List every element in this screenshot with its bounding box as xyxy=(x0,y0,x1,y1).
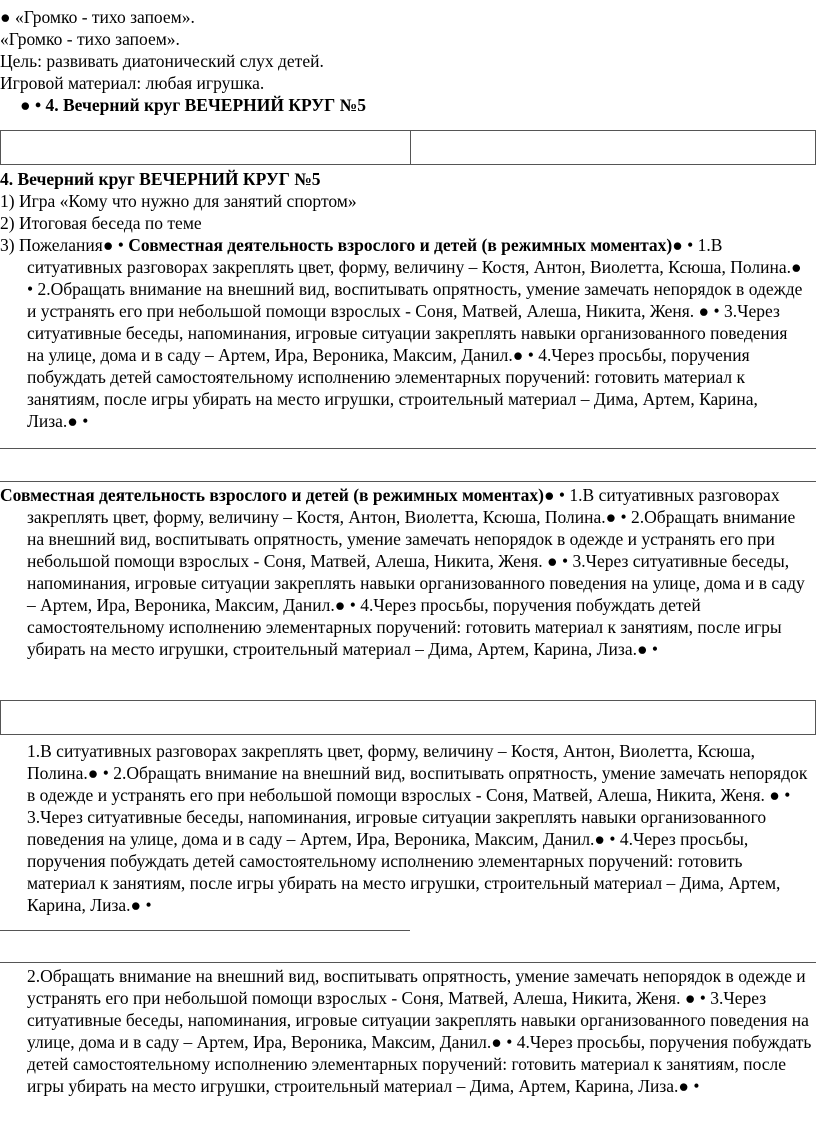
section1-item-2: 2) Итоговая беседа по теме xyxy=(0,213,202,233)
material-text: Игровой материал: любая игрушка. xyxy=(0,73,265,93)
section1-item-3-rest: ● • 1.В ситуативных разговорах закреплять цвет, форму, величину – Костя, Антон, Виолетта, Ксюша, Полина.● • 2.Обращать внимание на внешний вид, воспитывать опрятность, умение замечать непорядок в одежде и устранять его при небольшой помощи взрослых - Соня, Матвей, Алеша, Никита, Женя. ● • 3.Через ситуативные беседы, напоминания, игровые ситуации закреплять навыки организованного поведения на улице, дома и в саду – Артем, Ира, Вероника, Максим, Данил.● • 4.Через просьбы, поручения побуждать детей самостоятельному исполнению элементарных поручений: готовить материал к занятиям, после игры убирать на место игрушки, строительный материал – Дима, Артем, Карина, Лиза.● • xyxy=(27,235,803,431)
bullet-title: ● «Громко - тихо запоем». xyxy=(0,7,195,27)
empty-box-row xyxy=(0,700,816,735)
section1-item-3-bold: Совместная деятельность взрослого и детей (в режимных моментах) xyxy=(128,235,673,255)
divider-1 xyxy=(0,448,816,449)
empty-table-row xyxy=(0,130,816,165)
section1-heading: 4. Вечерний круг ВЕЧЕРНИЙ КРУГ №5 xyxy=(0,169,321,189)
game-title: «Громко - тихо запоем». xyxy=(0,29,180,49)
section4-paragraph: 2.Обращать внимание на внешний вид, воспитывать опрятность, умение замечать непорядок в одежде и устранять его при небольшой помощи взрослых - Соня, Матвей, Алеша, Никита, Женя. ● • 3.Через ситуативные беседы, напоминания, игровые ситуации закреплять навыки организованного поведения на улице, дома и в саду – Артем, Ира, Вероника, Максим, Данил.● • 4.Через просьбы, поручения побуждать детей самостоятельному исполнению элементарных поручений: готовить материал к занятиям, после игры убирать на место игрушки, строительный материал – Дима, Артем, Карина, Лиза.● • xyxy=(27,966,812,1096)
evening-circle-bullet: ● • 4. Вечерний круг ВЕЧЕРНИЙ КРУГ №5 xyxy=(20,95,366,115)
section1-item-1: 1) Игра «Кому что нужно для занятий спортом» xyxy=(0,191,357,211)
section1-item-3-prefix: 3) Пожелания● • xyxy=(0,235,129,255)
table-divider xyxy=(410,130,411,165)
section2-bold: Совместная деятельность взрослого и детей (в режимных моментах) xyxy=(0,485,544,505)
section1-item-3 xyxy=(0,234,807,432)
divider-4 xyxy=(0,962,816,963)
divider-3 xyxy=(0,930,410,931)
section2-paragraph xyxy=(0,484,807,660)
divider-2 xyxy=(0,481,816,482)
goal-text: Цель: развивать диатонический слух детей. xyxy=(0,51,324,71)
section2-rest: ● • 1.В ситуативных разговорах закреплять цвет, форму, величину – Костя, Антон, Виолетта, Ксюша, Полина.● • 2.Обращать внимание на внешний вид, воспитывать опрятность, умение замечать непорядок в одежде и устранять его при небольшой помощи взрослых - Соня, Матвей, Алеша, Никита, Женя. ● • 3.Через ситуативные беседы, напоминания, игровые ситуации закреплять навыки организованного поведения на улице, дома и в саду – Артем, Ира, Вероника, Максим, Данил.● • 4.Через просьбы, поручения побуждать детей самостоятельному исполнению элементарных поручений: готовить материал к занятиям, после игры убирать на место игрушки, строительный материал – Дима, Артем, Карина, Лиза.● • xyxy=(27,485,805,659)
section3-paragraph: 1.В ситуативных разговорах закреплять цвет, форму, величину – Костя, Антон, Виолетта, Ксюша, Полина.● • 2.Обращать внимание на внешний вид, воспитывать опрятность, умение замечать непорядок в одежде и устранять его при небольшой помощи взрослых - Соня, Матвей, Алеша, Никита, Женя. ● • 3.Через ситуативные беседы, напоминания, игровые ситуации закреплять навыки организованного поведения на улице, дома и в саду – Артем, Ира, Вероника, Максим, Данил.● • 4.Через просьбы, поручения побуждать детей самостоятельному исполнению элементарных поручений: готовить материал к занятиям, после игры убирать на место игрушки, строительный материал – Дима, Артем, Карина, Лиза.● • xyxy=(27,741,808,915)
